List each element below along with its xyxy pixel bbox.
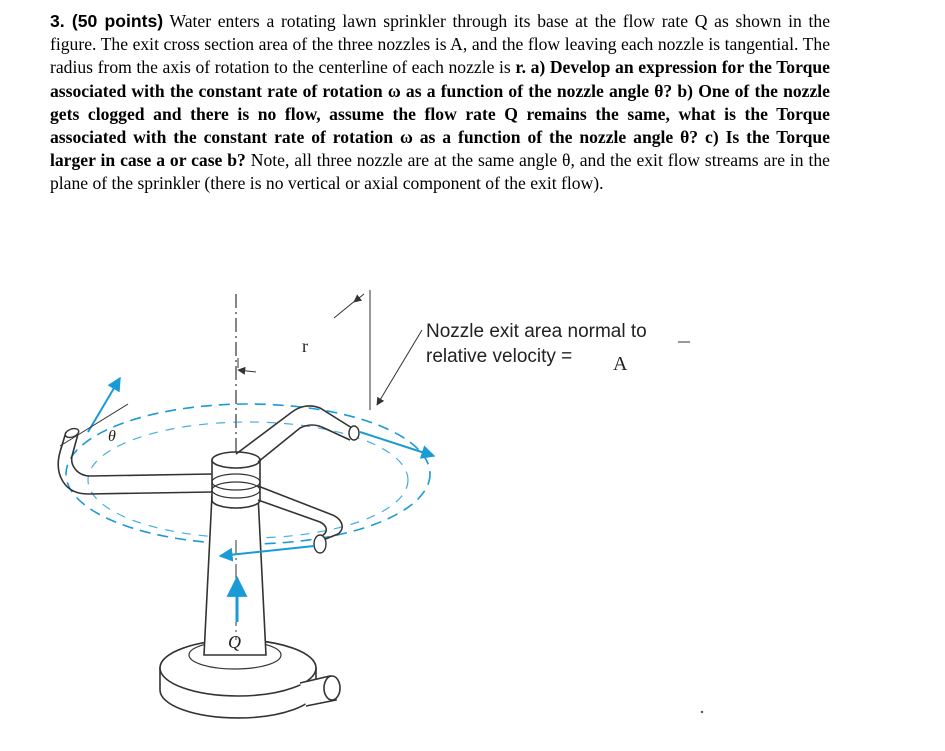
- part-b-question: One of the nozzle gets clogged and there is no flow, assume the flow rate Q remains the same, what is the Torque associated with the constant rate of rotation ω as a function of the nozzle angle θ? c) Is the Torque larger in case a or case b?: [50, 80, 830, 171]
- problem-statement: [50, 10, 830, 196]
- nozzle-label-line2: relative velocity =: [426, 346, 573, 367]
- nozzle-angle-label: θ: [108, 428, 116, 445]
- sprinkler-figure: [0, 270, 945, 750]
- part-a-label: a): [525, 57, 546, 78]
- radius-label: r: [302, 336, 308, 356]
- part-a-question: Develop an expression for the Torque associated with the constant rate of rotation ω as a function of the nozzle angle θ?: [50, 57, 830, 101]
- sprinkler-column: [204, 495, 266, 655]
- nozzle-arm-back: [236, 406, 434, 462]
- radius-symbol: r.: [515, 57, 526, 78]
- flow-rate-label: Q: [228, 632, 241, 652]
- nozzle-label-line1: Nozzle exit area normal to: [426, 321, 647, 342]
- problem-number: 3. (50 points): [50, 11, 164, 31]
- problem-intro: Water enters a rotating lawn sprinkler through its base at the flow rate Q as shown in the figure. The exit cross section area of the three nozzles is A, and the flow leaving each nozzle is tangential. The radius from the axis of rotation to the centerline of each nozzle is: [50, 11, 830, 78]
- stray-dot: [701, 711, 703, 713]
- sprinkler-hub: [212, 452, 260, 508]
- nozzle-arm-left: [58, 378, 212, 494]
- part-b-label: b): [672, 80, 694, 101]
- area-symbol: A: [613, 353, 628, 375]
- nozzle-leader-line: [377, 330, 422, 405]
- problem-note: Note, all three nozzle are at the same angle θ, and the exit flow streams are in the plane of the sprinkler (there is no vertical or axial component of the exit flow).: [50, 150, 830, 194]
